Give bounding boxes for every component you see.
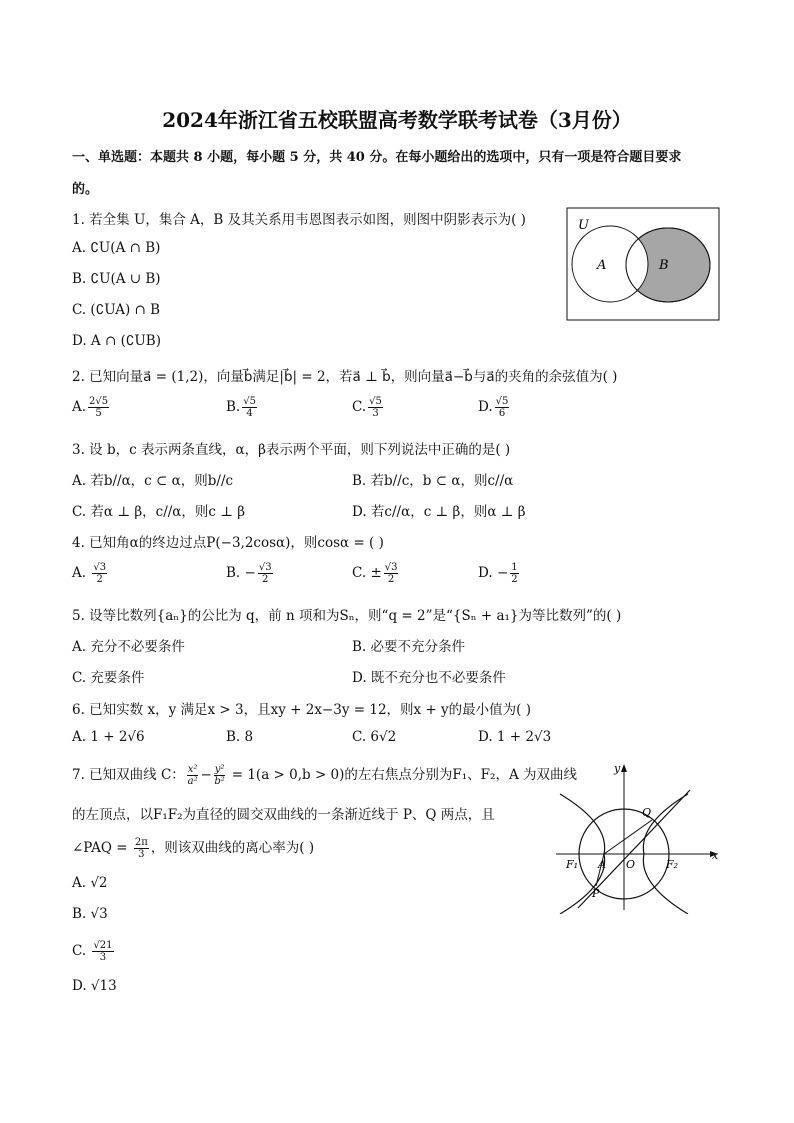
question-4-option-b: B. − $\frac{√3}{2}$ [226,562,272,585]
question-4-option-c: C. ± $\frac{√3}{2}$ [352,562,398,585]
question-2-option-a: A. $\frac{2√5}{5}$ [72,396,109,419]
question-3-option-c: C. 若α ⊥ β，c//α，则c ⊥ β [72,504,246,520]
question-5-option-c: C. 充要条件 [72,670,145,686]
exam-title: 2024年浙江省五校联盟高考数学联考试卷（3月份） [162,108,632,132]
question-1-option-a: A. ∁U(A ∩ B) [72,240,161,256]
x-axis-label: x [712,849,719,862]
point-p-label: P [592,887,600,900]
question-5-option-d: D. 既不充分也不必要条件 [352,670,506,686]
set-b-label: B [659,258,669,273]
hyperbola-figure [552,758,727,914]
question-6-option-c: C. 6√2 [352,729,397,745]
universal-set-label: U [578,218,589,233]
question-2-option-d: D. $\frac{√5}{6}$ [478,396,509,419]
question-6-stem: 6. 已知实数 x，y 满足x > 3，且xy + 2x−3y = 12，则x + y的最小值为( ) [72,702,531,718]
question-1-option-b: B. ∁U(A ∪ B) [72,271,161,287]
point-a-label: A [598,858,606,871]
set-a-label: A [597,258,607,273]
question-7-stem-line2: 的左顶点，以F₁F₂为直径的圆交双曲线的一条渐近线于 P、Q 两点，且 [72,807,495,823]
question-6-option-d: D. 1 + 2√3 [478,729,552,745]
question-7-option-a: A. √2 [72,875,108,891]
question-2-option-c: C. $\frac{√5}{3}$ [352,396,382,419]
question-6-option-b: B. 8 [226,729,254,745]
question-3-option-b: B. 若b//c，b ⊂ α，则c//α [352,473,514,489]
focus-f2-label: F₂ [666,858,679,871]
y-axis-arrow [621,764,627,772]
point-q-label: Q [642,806,652,819]
question-7-stem-line3: ∠PAQ = $\frac{2\pi}{3}$ ，则该双曲线的离心率为( ) [72,837,315,860]
section-heading-line2: 的。 [72,182,99,197]
origin-label: O [626,858,636,871]
question-5-stem: 5. 设等比数列{aₙ}的公比为 q，前 n 项和为Sₙ，则“q = 2”是“{Sₙ + a₁}为等比数列”的( ) [72,608,622,624]
question-7-option-d: D. √13 [72,978,117,994]
venn-diagram [566,207,720,321]
question-7-stem: 7. 已知双曲线 C： $\frac{\text{x²}}{\text{a²}}$ − $\frac{\text{y²}}{\text{b²}}$ = 1(a > 0,b > 0)的左右焦点分别为F₁、F₂，A 为双曲线 [72,764,578,787]
question-1-option-d: D. A ∩ (∁UB) [72,333,161,349]
focus-f1-label: F₁ [566,858,579,871]
question-4-stem: 4. 已知角α的终边过点P(−3,2cosα)，则cosα = ( ) [72,535,384,551]
question-3-stem: 3. 设 b，c 表示两条直线，α，β表示两个平面，则下列说法中正确的是( ) [72,442,511,458]
question-7-option-b: B. √3 [72,906,108,922]
question-4-option-d: D. − $\frac{1}{2}$ [478,562,518,585]
question-1-stem: 1. 若全集 U，集合 A，B 及其关系用韦恩图表示如图，则图中阴影表示为( ) [72,212,526,228]
question-2-option-b: B. $\frac{√5}{4}$ [226,396,256,419]
question-5-option-a: A. 充分不必要条件 [72,639,185,655]
question-6-option-a: A. 1 + 2√6 [72,729,145,745]
question-3-option-a: A. 若b//α，c ⊂ α，则b//c [72,473,234,489]
question-3-option-d: D. 若c//α，c ⊥ β，则α ⊥ β [352,504,526,520]
question-1-option-c: C. (∁UA) ∩ B [72,302,161,318]
y-axis-label: y [614,762,621,775]
question-2-stem: 2. 已知向量a⃗ = (1,2)，向量b⃗满足|b⃗| = 2，若a⃗ ⊥ b⃗，则向量a⃗−b⃗与a⃗的夹角的余弦值为( ) [72,369,618,385]
question-7-option-c: C. $\frac{√21}{3}$ [72,940,113,963]
question-4-option-a: A. $\frac{√3}{2}$ [72,562,107,585]
section-heading-line1: 一、单选题：本题共 8 小题，每小题 5 分，共 40 分。在每小题给出的选项中，只有一项是符合题目要求 [72,150,682,165]
question-5-option-b: B. 必要不充分条件 [352,639,466,655]
